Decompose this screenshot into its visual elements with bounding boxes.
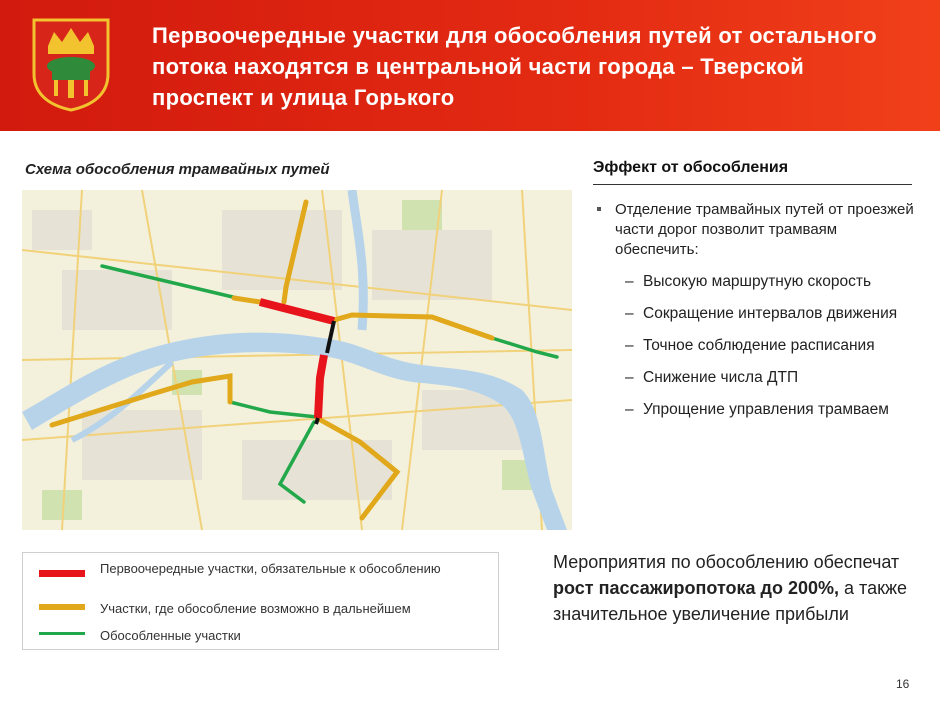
legend-label-future: Участки, где обособление возможно в дальнейшем [100,601,411,616]
effect-item [625,367,935,388]
effect-heading: Эффект от обособления [593,159,789,176]
legend-label-priority: Первоочередные участки, обязательные к обособлению [100,561,441,576]
effect-item [625,271,935,292]
bridge-section-south [316,418,318,424]
effect-intro-text: Отделение трамвайных путей от проезжей части дорог позволит трамваям обеспечить: [615,201,914,258]
coat-of-arms-icon [30,16,112,112]
effect-item-text: Сокращение интервалов движения [643,305,898,322]
tram-map [22,190,572,530]
page-title: Первоочередные участки для обособления путей от остального потока находятся в центральной части города – Тверской проспект и улица Горького [152,23,878,110]
page-number: 16 [896,677,910,691]
dash-marker: – [625,369,634,386]
legend-label-isolated: Обособленные участки [100,628,241,643]
legend-swatch-priority [39,570,85,577]
map-caption: Схема обособления трамвайных путей [25,161,330,178]
effect-item [625,399,935,420]
dash-marker: – [625,305,634,322]
effect-item-text: Высокую маршрутную скорость [643,273,872,290]
dash-marker: – [625,401,634,418]
effect-divider [593,184,912,185]
effect-intro [597,200,917,260]
effect-list [625,271,935,431]
effect-item [625,303,935,324]
map-legend [22,552,499,650]
effect-item-text: Точное соблюдение расписания [643,337,875,354]
legend-swatch-future [39,604,85,610]
result-text-end: а также значительное увеличение прибыли [553,578,908,624]
result-statement [553,549,933,627]
effect-item [625,335,935,356]
result-highlight: рост пассажиропотока до 200%, [553,578,840,598]
dash-marker: – [625,337,634,354]
header-banner [0,0,940,131]
result-text-start: Мероприятия по обособлению обеспечат [553,552,900,572]
effect-item-text: Снижение числа ДТП [643,369,799,386]
bullet-square-icon [597,207,601,211]
legend-swatch-isolated [39,632,85,635]
effect-item-text: Упрощение управления трамваем [643,401,889,418]
dash-marker: – [625,273,634,290]
